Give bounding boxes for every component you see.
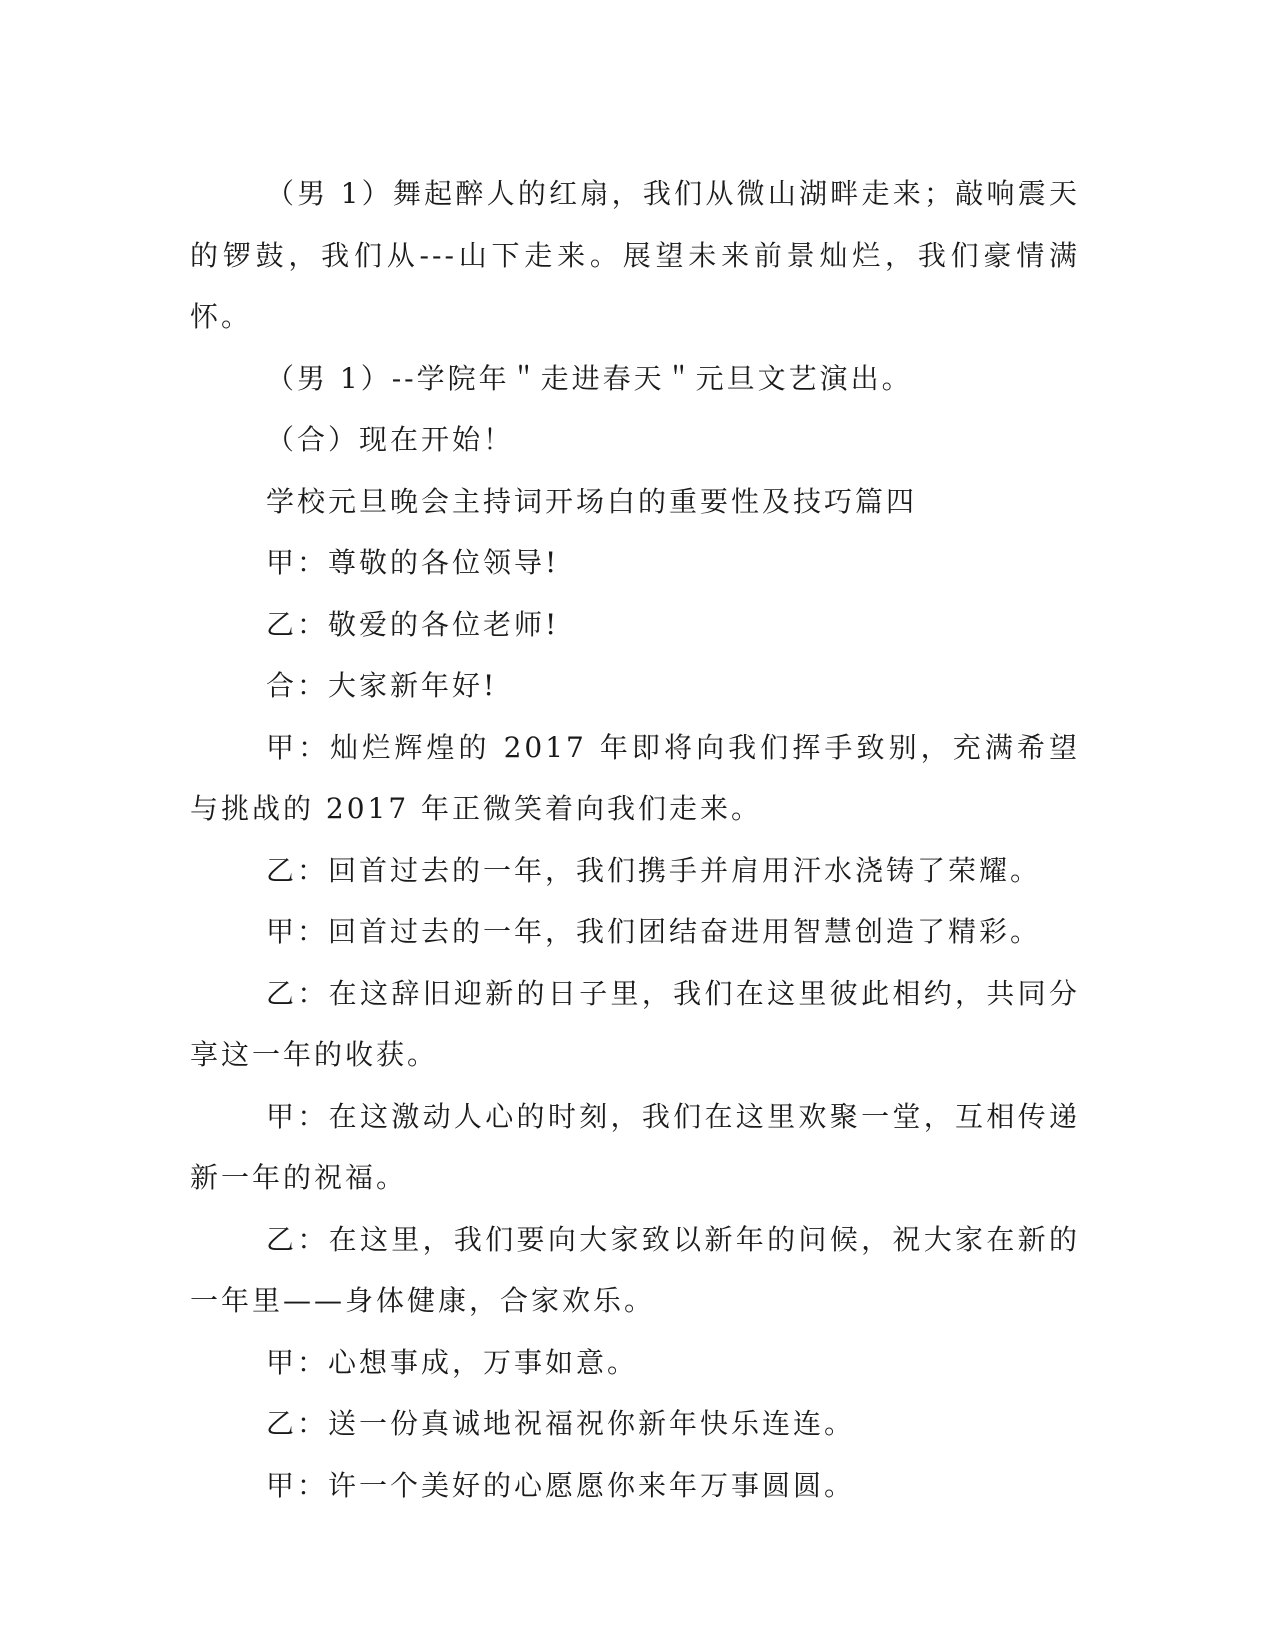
paragraph: （男 1）舞起醉人的红扇，我们从微山湖畔走来；敲响震天的锣鼓，我们从---山下走来。展望未来前景灿烂，我们豪情满怀。 bbox=[190, 177, 1080, 333]
paragraph: 甲：许一个美好的心愿愿你来年万事圆圆。 bbox=[266, 1468, 856, 1502]
paragraph: （合）现在开始！ bbox=[266, 423, 515, 456]
document-body bbox=[190, 163, 1080, 1516]
paragraph: 乙：在这里，我们要向大家致以新年的问候，祝大家在新的一年里——身体健康，合家欢乐。 bbox=[190, 1222, 1080, 1317]
paragraph: 乙：敬爱的各位老师! bbox=[266, 607, 560, 641]
paragraph: 乙：回首过去的一年，我们携手并肩用汗水浇铸了荣耀。 bbox=[266, 853, 1042, 887]
paragraph: 乙：在这辞旧迎新的日子里，我们在这里彼此相约，共同分享这一年的收获。 bbox=[190, 976, 1080, 1071]
paragraph: 甲：回首过去的一年，我们团结奋进用智慧创造了精彩。 bbox=[266, 915, 1042, 948]
paragraph: 乙：送一份真诚地祝福祝你新年快乐连连。 bbox=[266, 1407, 856, 1440]
paragraph: 甲：灿烂辉煌的 2017 年即将向我们挥手致别，充满希望与挑战的 2017 年正微笑着向我们走来。 bbox=[190, 730, 1080, 825]
paragraph: （男 1）--学院年＂走进春天＂元旦文艺演出。 bbox=[266, 361, 913, 395]
paragraph: 甲：在这激动人心的时刻，我们在这里欢聚一堂，互相传递新一年的祝福。 bbox=[190, 1099, 1080, 1194]
paragraph: 甲：心想事成，万事如意。 bbox=[266, 1345, 639, 1379]
paragraph: 甲：尊敬的各位领导! bbox=[266, 546, 560, 579]
paragraph: 合：大家新年好! bbox=[266, 669, 498, 702]
section-heading: 学校元旦晚会主持词开场白的重要性及技巧篇四 bbox=[266, 484, 918, 518]
